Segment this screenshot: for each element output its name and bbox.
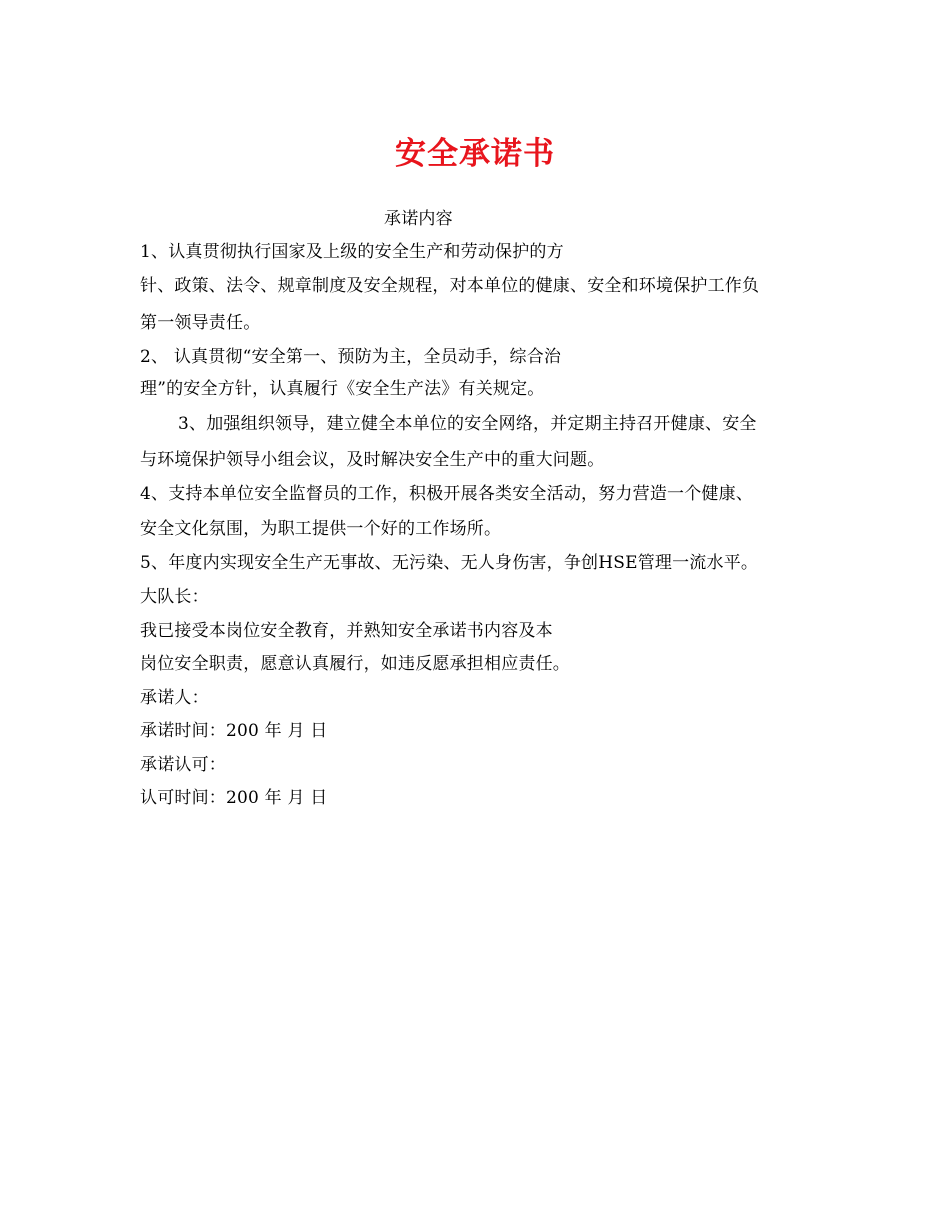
paragraph-2-line-2: 理”的安全方针，认真履行《安全生产法》有关规定。: [140, 379, 545, 399]
acknowledgement-line-2: 岗位安全职责，愿意认真履行，如违反愿承担相应责任。: [140, 654, 570, 674]
paragraph-2-line-1: 2、 认真贯彻“安全第一、预防为主，全员动手，综合治: [140, 347, 562, 367]
paragraph-5: 5、年度内实现安全生产无事故、无污染、无人身伤害，争创HSE管理一流水平。: [140, 553, 759, 573]
approval-time: 认可时间：200 年 月 日: [140, 788, 328, 808]
section-heading: 承诺内容: [384, 209, 453, 229]
paragraph-1-line-1: 1、认真贯彻执行国家及上级的安全生产和劳动保护的方: [140, 242, 564, 262]
paragraph-3-line-2: 与环境保护领导小组会议，及时解决安全生产中的重大问题。: [140, 450, 605, 470]
approval-label: 承诺认可：: [140, 755, 226, 775]
promise-time: 承诺时间：200 年 月 日: [140, 721, 328, 741]
paragraph-4-line-1: 4、支持本单位安全监督员的工作，积极开展各类安全活动，努力营造一个健康、: [140, 484, 754, 504]
paragraph-1-line-3: 第一领导责任。: [140, 313, 261, 333]
captain-label: 大队长：: [140, 587, 209, 607]
document-title: 安全承诺书: [395, 136, 555, 172]
paragraph-1-line-2: 针、政策、法令、规章制度及安全规程，对本单位的健康、安全和环境保护工作负: [140, 276, 760, 296]
promiser-label: 承诺人：: [140, 688, 209, 708]
paragraph-3-line-1: 3、加强组织领导，建立健全本单位的安全网络，并定期主持召开健康、安全: [178, 414, 757, 434]
paragraph-4-line-2: 安全文化氛围，为职工提供一个好的工作场所。: [140, 519, 502, 539]
acknowledgement-line-1: 我已接受本岗位安全教育，并熟知安全承诺书内容及本: [140, 621, 553, 641]
